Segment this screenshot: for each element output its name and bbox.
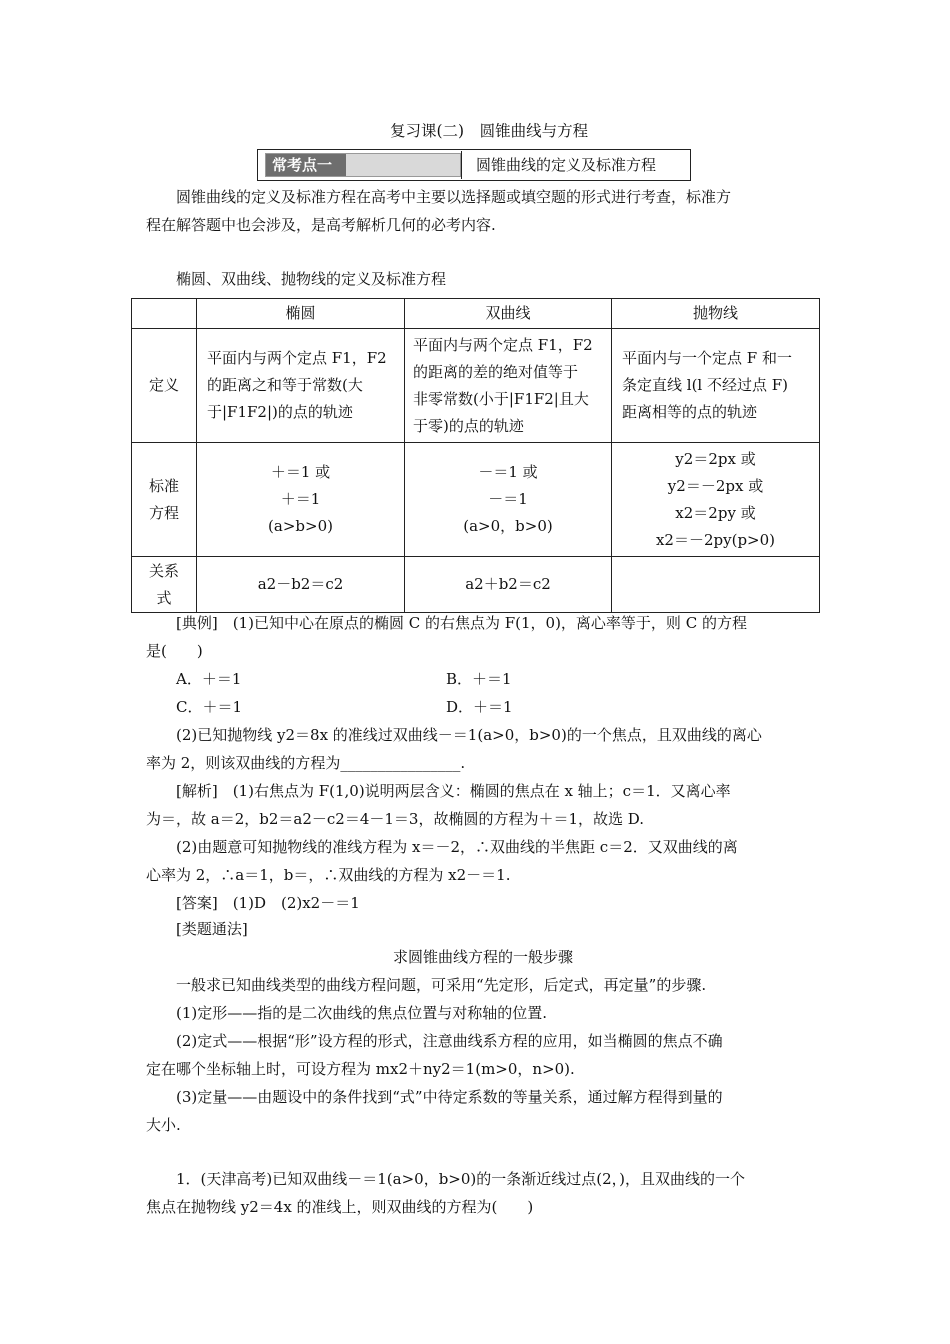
row-label-line: 方程 [148,503,179,522]
parabola-def-line: 平面内与一个定点 F 和一 [622,349,792,367]
hyperbola-def-line: 于零)的点的轨迹 [413,416,524,435]
choice-b: B．＋＝1 [446,670,512,688]
parabola-eq-line: y2＝－2px 或 [667,476,764,495]
banner-topic: 圆锥曲线的定义及标准方程 [476,156,657,174]
table-row-equation [132,443,820,557]
parabola-definition [612,329,820,443]
banner-tag: 常考点一 [266,154,346,176]
header-hyperbola: 双曲线 [405,299,612,329]
ellipse-def-line: 于|F1F2|)的点的轨迹 [207,403,353,421]
choice-a: A．＋＝1 [176,670,242,688]
answer-line: [答案] (1)D (2)x2－＝1 [176,894,360,912]
row-label-equation [132,443,197,557]
ellipse-relation: a2－b2＝c2 [197,557,405,613]
hyperbola-relation: a2＋b2＝c2 [405,557,612,613]
banner-divider [461,151,462,179]
method-line: 大小. [146,1116,181,1134]
intro-line-1: 圆锥曲线的定义及标准方程在高考中主要以选择题或填空题的形式进行考查，标准方 [176,188,732,206]
row-label-definition: 定义 [132,329,197,443]
hyperbola-def-line: 非零常数(小于|F1F2|且大 [413,389,589,408]
method-title: 求圆锥曲线方程的一般步骤 [393,948,574,966]
solution-line: 心率为 2，∴a＝1，b＝，∴双曲线的方程为 x2－＝1. [146,866,511,884]
solution-line: [解析] (1)右焦点为 F(1,0)说明两层含义：椭圆的焦点在 x 轴上；c＝1．又离心率 [176,782,731,800]
example-line: 率为 2，则该双曲线的方程为________________. [146,754,466,772]
conic-table [131,298,820,613]
example-line: [典例] (1)已知中心在原点的椭圆 C 的右焦点为 F(1，0)，离心率等于，则 C 的方程 [176,614,747,632]
method-line: 一般求已知曲线类型的曲线方程问题，可采用“先定形，后定式，再定量”的步骤. [176,976,707,994]
intro-line-2: 程在解答题中也会涉及，是高考解析几何的必考内容. [146,216,496,234]
header-empty [132,299,197,329]
parabola-equation [612,443,820,557]
row-label-line: 标准 [148,476,179,495]
hyperbola-def-line: 平面内与两个定点 F1，F2 [413,335,593,354]
exercise-line: 焦点在抛物线 y2＝4x 的准线上，则双曲线的方程为( ) [146,1198,534,1216]
solution-line: 为＝，故 a＝2，b2＝a2－c2＝4－1＝3，故椭圆的方程为＋＝1，故选 D. [146,810,645,828]
ellipse-eq-line: ＋＝1 或 [270,463,331,481]
hyperbola-def-line: 的距离的差的绝对值等于 [413,362,579,381]
table-header-row [132,299,820,329]
parabola-relation [612,557,820,613]
row-label-line: 关系 [148,561,179,580]
method-line: (1)定形——指的是二次曲线的焦点位置与对称轴的位置. [176,1004,548,1022]
ellipse-equation [197,443,405,557]
row-label-relation [132,557,197,613]
method-line: 定在哪个坐标轴上时，可设方程为 mx2＋ny2＝1(m>0，n>0). [146,1060,575,1078]
table-row-definition [132,329,820,443]
hyperbola-equation [405,443,612,557]
hyperbola-eq-line: －＝1 或 [478,463,538,481]
exercise-line: 1．(天津高考)已知双曲线－＝1(a>0，b>0)的一条渐近线过点(2，)，且双曲线的一个 [176,1170,746,1188]
method-line: (3)定量——由题设中的条件找到“式”中待定系数的等量关系，通过解方程得到量的 [176,1088,723,1106]
ellipse-def-line: 平面内与两个定点 F1，F2 [207,349,387,367]
page-title: 复习课(二) 圆锥曲线与方程 [390,122,589,140]
hyperbola-eq-line: －＝1 [488,490,528,508]
header-parabola: 抛物线 [612,299,820,329]
ellipse-eq-line: ＋＝1 [280,490,321,508]
table-caption: 椭圆、双曲线、抛物线的定义及标准方程 [176,270,447,288]
parabola-def-line: 条定直线 l(l 不经过点 F) [622,376,789,394]
hyperbola-definition [405,329,612,443]
parabola-def-line: 距离相等的点的轨迹 [622,403,758,421]
header-ellipse: 椭圆 [197,299,405,329]
hyperbola-eq-line: (a>0，b>0) [463,517,553,535]
example-line: (2)已知抛物线 y2＝8x 的准线过双曲线－＝1(a>0，b>0)的一个焦点，且双曲线的离心 [176,726,762,744]
parabola-eq-line: x2＝－2py(p>0) [655,530,776,549]
parabola-eq-line: y2＝2px 或 [675,449,756,468]
ellipse-def-line: 的距离之和等于常数(大 [207,376,363,394]
method-heading: [类题通法] [176,920,248,938]
choice-d: D．＋＝1 [446,698,513,716]
ellipse-definition [197,329,405,443]
parabola-eq-line: x2＝2py 或 [675,503,756,522]
choice-c: C．＋＝1 [176,698,243,716]
example-line: 是( ) [146,642,203,660]
table-row-relation [132,557,820,613]
ellipse-eq-line: (a>b>0) [268,517,333,535]
method-line: (2)定式——根据“形”设方程的形式，注意曲线系方程的应用，如当椭圆的焦点不确 [176,1032,723,1050]
solution-line: (2)由题意可知抛物线的准线方程为 x＝－2，∴双曲线的半焦距 c＝2．又双曲线的离 [176,838,738,856]
row-label-line: 式 [156,588,172,607]
